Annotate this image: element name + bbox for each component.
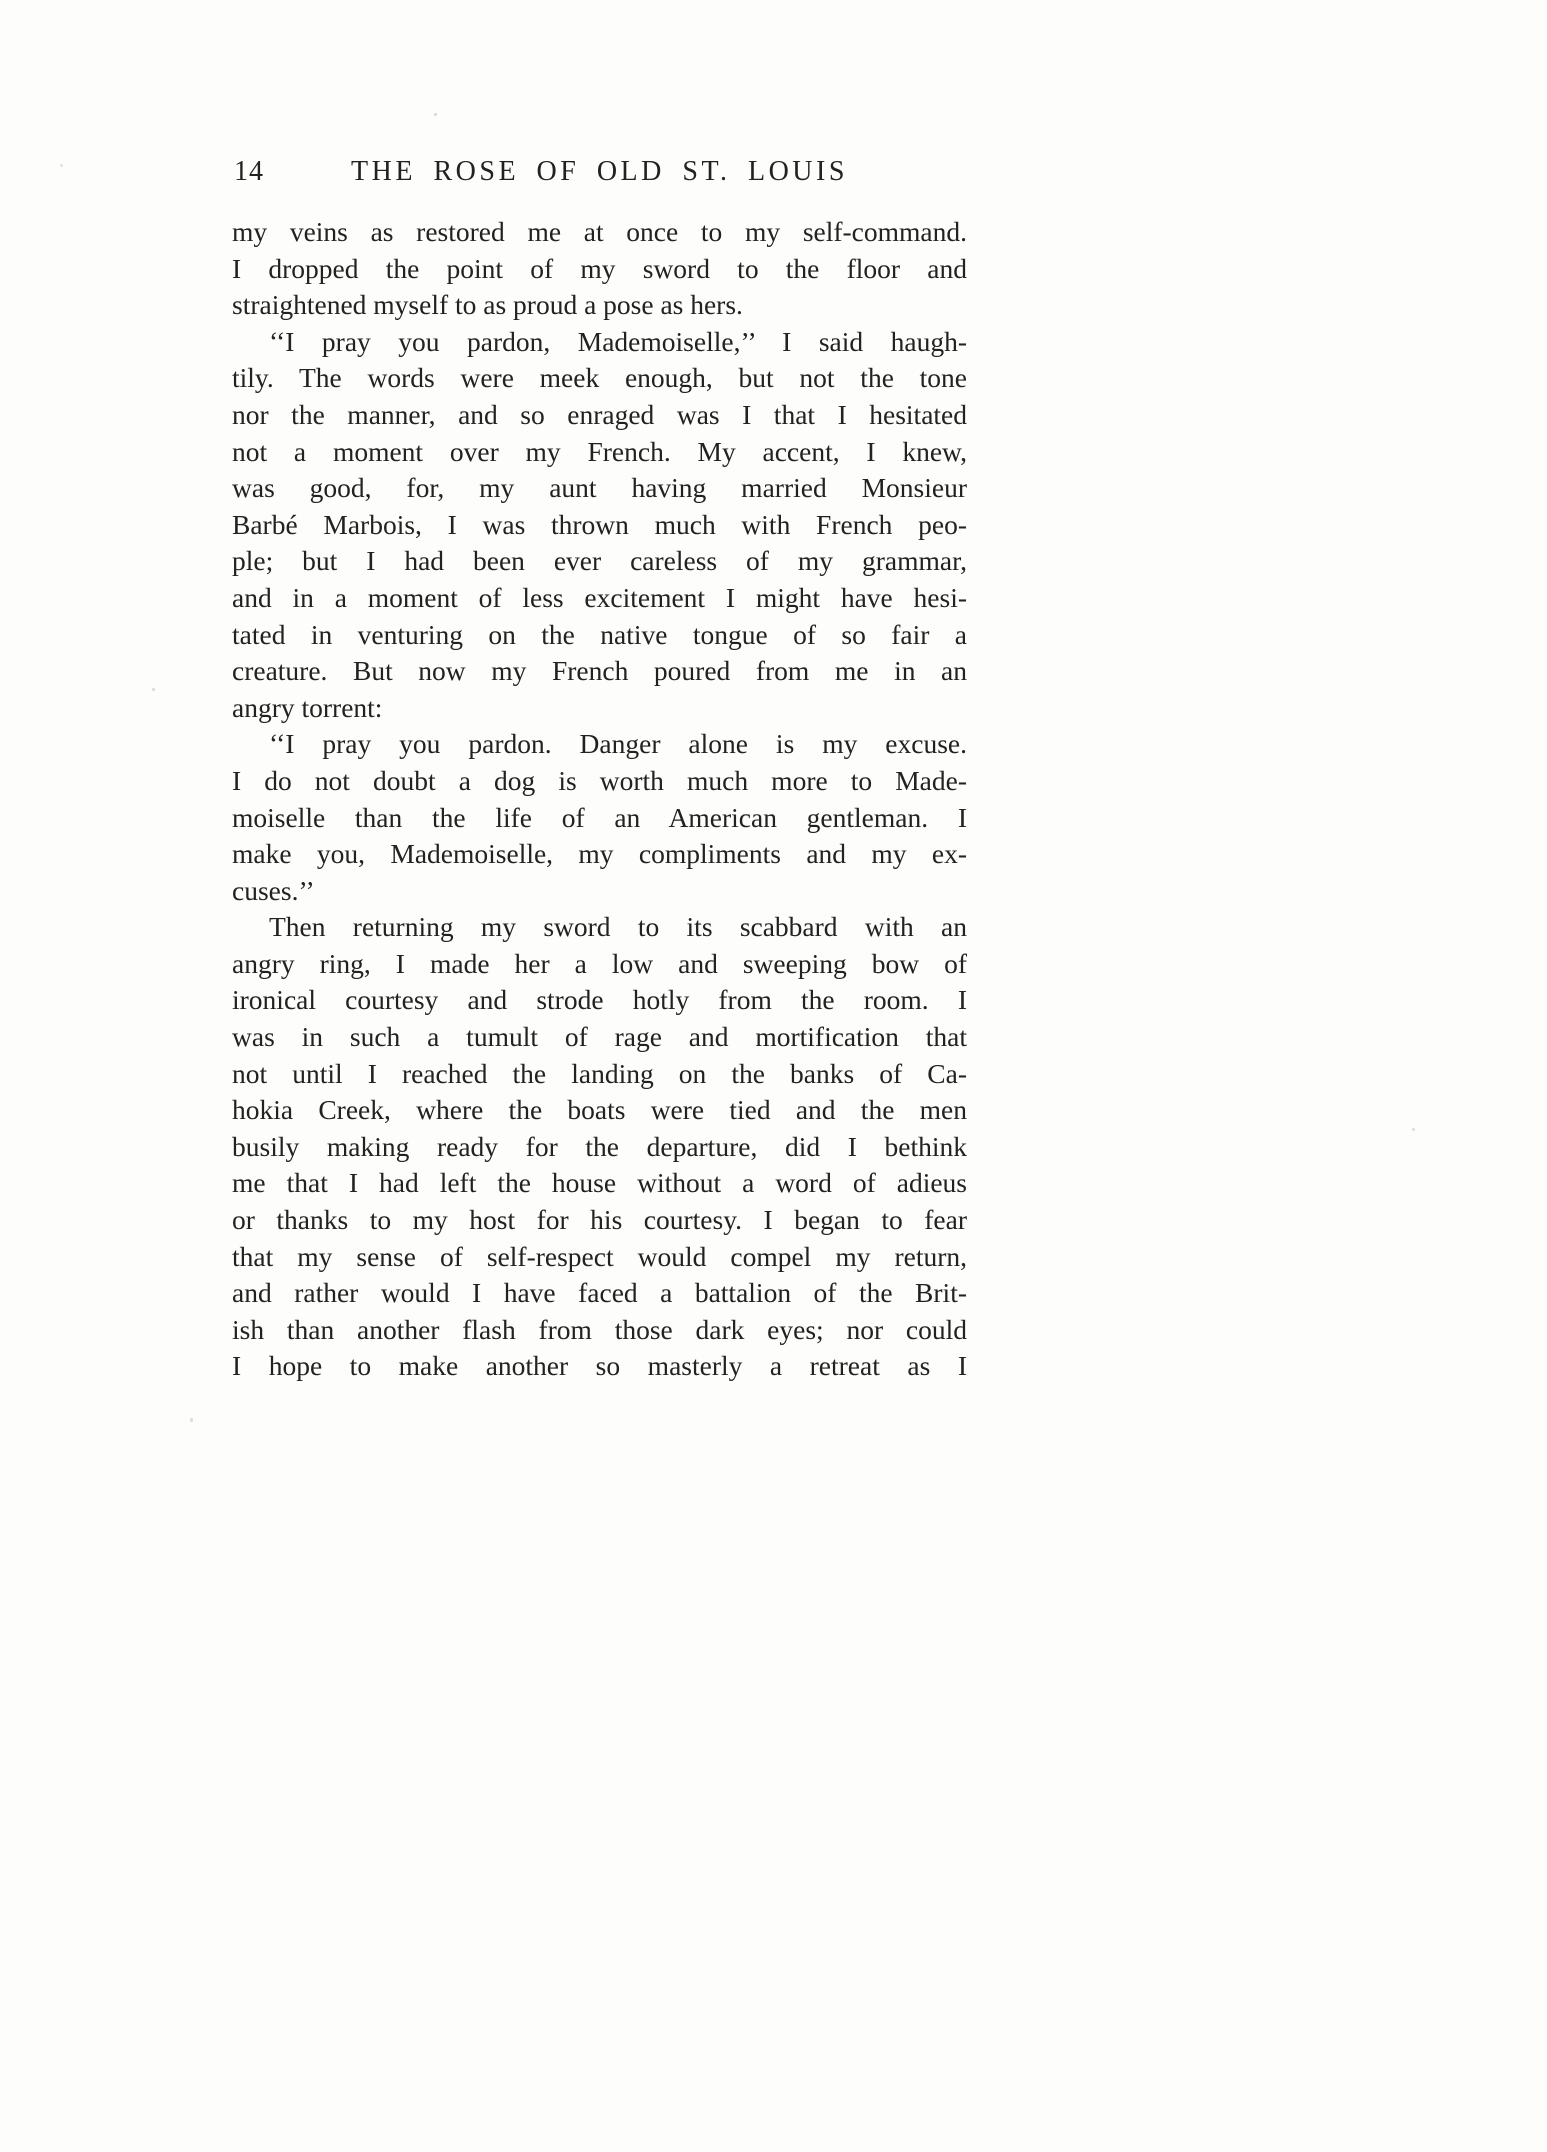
text-line: and rather would I have faced a battalion of the Brit- xyxy=(232,1277,967,1309)
text-block xyxy=(232,214,967,1385)
text-line: I dropped the point of my sword to the floor and xyxy=(232,252,967,284)
text-line: cuses.’’ xyxy=(232,874,315,906)
scan-speck xyxy=(1412,1128,1415,1131)
text-line: that my sense of self-respect would compel my return, xyxy=(232,1240,967,1272)
scan-speck xyxy=(434,113,437,116)
text-line: I do not doubt a dog is worth much more to Made- xyxy=(232,764,967,796)
text-line: tily. The words were meek enough, but not the tone xyxy=(232,362,967,394)
text-line: not until I reached the landing on the banks of Ca- xyxy=(232,1057,967,1089)
text-line: moiselle than the life of an American gentleman. I xyxy=(232,801,967,833)
page-number: 14 xyxy=(234,156,264,187)
text-line: ish than another flash from those dark eyes; nor could xyxy=(232,1313,967,1345)
text-line: creature. But now my French poured from me in an xyxy=(232,655,967,687)
text-line: my veins as restored me at once to my self-command. xyxy=(232,216,967,247)
text-line: and in a moment of less excitement I might have hesi- xyxy=(232,581,967,613)
text-line: tated in venturing on the native tongue of so fair a xyxy=(232,618,967,650)
page-header xyxy=(232,156,967,194)
text-line: ‘‘I pray you pardon, Mademoiselle,’’ I said haugh- xyxy=(269,325,967,357)
text-line: ironical courtesy and strode hotly from the room. I xyxy=(232,984,967,1016)
text-line: or thanks to my host for his courtesy. I began to fear xyxy=(232,1204,967,1236)
text-line: ‘‘I pray you pardon. Danger alone is my excuse. xyxy=(269,728,967,760)
text-line: make you, Mademoiselle, my compliments and my ex- xyxy=(232,838,967,870)
text-line: was in such a tumult of rage and mortification that xyxy=(232,1021,967,1053)
scan-speck xyxy=(152,688,155,691)
text-line: Barbé Marbois, I was thrown much with French peo- xyxy=(232,508,967,540)
text-line: hokia Creek, where the boats were tied and the men xyxy=(232,1094,967,1126)
text-line: angry ring, I made her a low and sweeping bow of xyxy=(232,947,967,979)
running-title: THE ROSE OF OLD ST. LOUIS xyxy=(351,156,848,187)
text-line: straightened myself to as proud a pose as hers. xyxy=(232,289,743,321)
text-line: nor the manner, and so enraged was I that I hesitated xyxy=(232,398,967,430)
text-line: me that I had left the house without a word of adieus xyxy=(232,1167,967,1199)
text-line: not a moment over my French. My accent, I knew, xyxy=(232,435,967,467)
text-line: I hope to make another so masterly a retreat as I xyxy=(232,1350,967,1382)
scan-speck xyxy=(190,1418,193,1422)
text-line: angry torrent: xyxy=(232,691,383,723)
text-line: ple; but I had been ever careless of my grammar, xyxy=(232,545,967,577)
text-line: Then returning my sword to its scabbard with an xyxy=(269,911,967,943)
scan-speck xyxy=(60,164,63,167)
text-line: busily making ready for the departure, did I bethink xyxy=(232,1130,967,1162)
text-line: was good, for, my aunt having married Monsieur xyxy=(232,472,967,504)
